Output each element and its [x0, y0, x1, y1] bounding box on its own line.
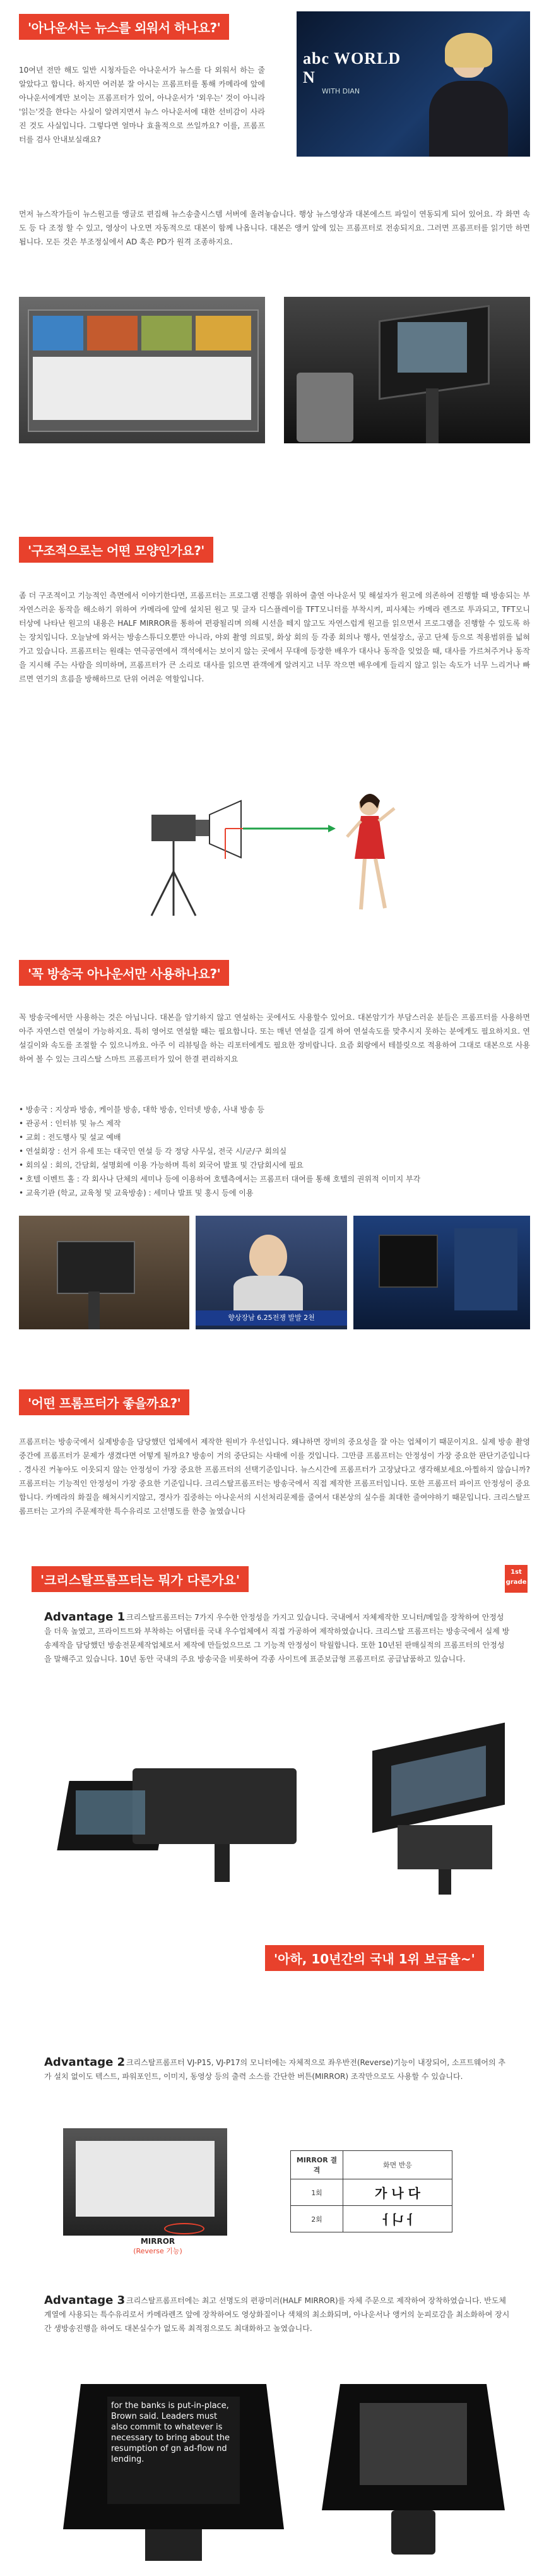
table-cell: ㅏ니ㅏ	[343, 2206, 452, 2232]
news-anchor-photo	[297, 11, 530, 157]
mirror-sublabel: (Reverse 기능)	[133, 2247, 182, 2255]
usage-list	[19, 1103, 530, 1200]
studio-prompter-photo	[284, 297, 530, 443]
list-item: • 관공서 : 인터뷰 및 뉴스 제작	[19, 1117, 530, 1130]
mirror-function-table	[290, 2150, 452, 2232]
table-cell: 2회	[291, 2206, 343, 2232]
table-header: MIRROR 결격	[291, 2151, 343, 2179]
workflow-paragraph: 먼저 뉴스작가들이 뉴스원고를 앵글로 편집해 뉴스송출시스템 서버에 올려놓습니다. 행상 뉴스영상과 대본에스트 파일이 연동되게 되어 있어요. 각 화면 속도 등 다 조정 할 수 있고, 영상이 나오면 자동적으로 대본이 함께 나옵니다. 대본은 앵커 앞에 있는 프롬프터로 전송되지요. 그러면 프롬프터를 읽기만 하면 됩니다. 모든 것은 부조정실에서 AD 혹은 PD가 원격 조종하지요.	[19, 210, 530, 246]
table-cell: 가 나 다	[343, 2179, 452, 2206]
table-header: 화면 반응	[343, 2151, 452, 2179]
heading-news-memorize	[19, 14, 229, 40]
heading-structure	[19, 537, 213, 563]
advantage-2-title: Advantage 2	[44, 2056, 126, 2069]
table-cell: 1회	[291, 2179, 343, 2206]
prompter-diagram-svg	[126, 783, 429, 922]
list-item: • 연설회장 : 선거 유세 또는 대국민 연설 등 각 정당 사무실, 전국 시/군/구 회의실	[19, 1144, 530, 1158]
list-item: • 교회 : 전도행사 및 설교 예배	[19, 1130, 530, 1144]
heading-crystal-different	[32, 1566, 249, 1592]
news-logo	[303, 49, 416, 95]
callout-first-rank	[265, 1945, 484, 1971]
camera-icon	[151, 801, 241, 916]
mirror-label	[120, 2237, 196, 2256]
anchor-figure	[423, 37, 511, 157]
mirror-label-text: MIRROR	[140, 2237, 175, 2246]
list-item: • 방송국 : 지상파 방송, 케이블 방송, 대학 방송, 인터넷 방송, 사내 방송 등	[19, 1103, 530, 1117]
seminar-photo	[19, 1216, 189, 1329]
advantage-1-title: Advantage 1	[44, 1610, 126, 1624]
choice-paragraph: 프롬프터는 방송국에서 실제방송을 담당했던 업체에서 제작한 원비가 우선입니다. 왜냐하면 장비의 중요성을 잘 아는 업체이기 때문이지요. 실제 방송 촬영 중간에 프롬프터가 문제가 생겼다면 어떻게 될까요? 방송이 거의 중단되는 사태에 이를 것입니다. 그만큼 프롬프터는 안정성이 가장 중요한 판단기준입니다 . 경사진 커놓아도 이웃되지 않는 안정성이 가장 중요한 프롬프터의 선택기준입니다. 뉴스시간에 프롬프터가 고장났다고 생각해보세요.아찔하지 않습니까? 프롬프터는 기능적인 안정성이 가장 중요한 기준입니다. 크리스탈프롬프터는 방송국에서 직접 제작한 프롬프터입니다. 또한 프롬프터 파이프 안정성이 중요합니다. 카메라의 화질을 해쳐시키지않고, 경사가 집중하는 아나운서의 시선처리문제를 줄여서 대본상의 실수를 최대한 줄여야하기 때문입니다. 크리스탈프롬프터는 고가의 주문제작한 특수유리로 고선명도를 한층 높였습니다	[19, 1437, 530, 1516]
heading-text: '크리스탈프롬프터는 뭐가 다른가요'	[32, 1566, 249, 1592]
studio-camera-photo	[353, 1216, 530, 1329]
news-caption: 향상장남 6.25전쟁 발발 2천	[196, 1310, 347, 1326]
heading-who-uses	[19, 960, 229, 986]
advantage-3-title: Advantage 3	[44, 2294, 126, 2307]
badge-line1: 1st	[511, 1569, 522, 1576]
badge-line2: grade	[505, 1579, 527, 1586]
prompter-side-image	[353, 1730, 524, 1895]
monitor-mirror-image	[63, 2128, 227, 2236]
list-item: • 회의실 : 회의, 간담회, 설명회에 이용 가능하며 특히 외국어 발표 및 간담회시에 필요	[19, 1158, 530, 1172]
callout-text: '아하, 10년간의 국내 1위 보급율~'	[265, 1945, 484, 1971]
heading-which-good	[19, 1389, 189, 1415]
presenter-figure	[347, 794, 394, 909]
control-software-photo	[19, 297, 265, 443]
advantage-2-body: 크리스탈프롬프터 VJ-P15, VJ-P17의 모니터에는 자체적으로 좌우반전(Reverse)기능이 내장되어, 소프트웨어의 추가 설치 없이도 텍스트, 파워포인트, 이미지, 동영상 등의 출력 소스를 간단한 버튼(MIRROR) 조작만으로도 사용할 수 있습니다.	[44, 2058, 505, 2081]
news-broadcast-photo	[196, 1216, 347, 1329]
advantage-1-body: 크리스탈프롬프터는 7가지 우수한 안정성을 가지고 있습니다. 국내에서 자체제작한 모니터/메일을 장착하여 안정성을 더욱 높였고, 프라이트트와 부착하는 어댑터를 국내 우수업체에서 직접 가공하여 제작하였습니다. 크리스탈 프롬프터는 방송국에서 실제 방송제작을 담당했던 방송전문제작업체로서 제작에 만들었으므로 그 기능적 안정성이 탁월합니다. 또한 10년된 판매실적의 프롬프터의 안정성을 말해주고 있습니다. 10년 동안 국내의 주요 방송국을 비롯하여 각종 사이트에 표준보급형 프롬프터로 공급납품하고 있습니다.	[44, 1613, 510, 1663]
structure-paragraph: 좀 더 구조적이고 기능적인 측면에서 이야기한다면, 프롬프터는 프로그램 진행을 위하여 출연 아나운서 및 해설자가 원고에 의존하여 진행할 때 방송되는 부자연스러운 동작을 해소하기 위하여 카메라에 앞에 설치된 원고 및 글자 디스플레이를 TFT모니터를 부착시켜, 피사체는 카메라 렌즈로 투과되고, TFT모니터상에 나타난 원고의 내용은 HALF MIRROR를 통하여 편광될리며 의해 시선을 떼지 않고도 자연스럽게 원고를 읽으면서 프로그램을 진행할 수 있도록 하는 장치입니다. 오늘날에 와서는 방송스튜디오뿐만 아니라, 야외 촬영 의료및, 화상 회의 등 각종 회의나 행사, 연설장소, 공고 단체 등으로 적용범위를 넓혀가고 있습니다. 프롬프터는 원래는 연극공연에서 객석에서는 보이지 않는 곳에서 무대에 등장한 배우가 대사나 동작을 잊었을 때, 대사를 가르쳐주거나 동작을 지시해 주는 사람을 의미하며, 프롬프터가 큰 소리로 대사를 읽으면 관객에게 알려지고 너무 작으면 배우에게 들리지 않고 읽는 속도가 너무 느리거나 빠르면 연기의 흐름을 방해하므로 단위 어려운 역할입니다.	[19, 591, 530, 683]
heading-text: '구조적으로는 어떤 모양인가요?'	[19, 537, 213, 563]
mirror-table	[290, 2150, 452, 2232]
heading-text: '꼭 방송국 아나운서만 사용하나요?'	[19, 960, 229, 986]
prompter-camera-image	[50, 1743, 316, 1888]
prompter-hood-image	[309, 2359, 517, 2567]
usage-paragraph: 꼭 방송국에서만 사용하는 것은 아닙니다. 대본을 암기하지 않고 연설하는 곳에서도 사용할수 있어요. 대본암기가 부담스러운 분들은 프롬프터를 사용하면 아주 자연스런 연설이 가능하지요. 특히 영어로 연설할 때는 필요합니다. 또는 매년 연설을 길게 하여 연설속도를 맞추시지 못하는 분에게도 필요하지요. 연설길이와 속도를 조절할 수 있으니까요. 아주 이 리뷰팅을 하는 리포터에게도 필요한 장비랍니다. 요즘 회랑에서 테블릿으로 적용하여 그대로 대본으로 사용하여 볼 수 있는 크리스탈 스마트 프롬프터가 있어 한결 편리하지요	[19, 1013, 530, 1063]
heading-text: '어떤 프롬프터가 좋을까요?'	[19, 1389, 189, 1415]
logo-sub: WITH DIAN	[322, 87, 360, 95]
prompter-text-image	[50, 2359, 297, 2567]
light-path-arrows	[225, 825, 336, 859]
heading-text: '아나운서는 뉴스를 외워서 하나요?'	[19, 14, 229, 40]
list-item: • 호텔 이벤트 홀 : 각 회사나 단체의 세미나 등에 이용하여 호텔측에서는 프롬프터 대여를 통해 호텔의 권위적 이미지 부각	[19, 1172, 530, 1186]
structure-diagram	[126, 783, 429, 922]
intro-paragraph: 10여년 전만 해도 일반 시청자들은 아나운서가 뉴스를 다 외워서 하는 줄 알았다고 합니다. 하지만 여러분 잘 아시는 프롬프터를 통해 카메라에 앞에 아나운서에게만 보이는 프롬프터가 있어, 아나운서가 '외우는' 것이 아니라 '읽는'것을 한다는 사실이 알려지면서 뉴스 아나운서에 대한 선비감이 사라진 것도 사실입니다. 그렇다면 얼마나 효율적으로 쓰일까요? 이를, 프롬프터를 검사 안내보실래요?	[19, 66, 265, 144]
list-item: • 교육기관 (학교, 교육청 및 교육방송) : 세미나 발표 및 홍시 등에 이용	[19, 1186, 530, 1200]
first-grade-badge	[505, 1565, 528, 1593]
prompter-screen-text: for the banks is put-in-place, Brown said. Leaders must also commit to whatever is necessary to bring about the resumption of gn ad-flow nd lending.	[107, 2397, 240, 2504]
logo-text: abc WORLD N	[303, 49, 401, 87]
advantage-3-body: 크리스탈프롬프터에는 최고 선명도의 편광미러(HALF MIRROR)를 자체 주문으로 제작하여 장착하였습니다. 반도체계열에 사용되는 특수유리로서 카메라렌즈 앞에 장착하여도 영상화질이나 색채의 최소화되며, 아나운서나 앵커의 눈피로감을 최소화하여 장시간 생방송진행을 하여도 대본실수가 없도록 최적점으로도 최대화하고 높였습니다.	[44, 2296, 510, 2333]
